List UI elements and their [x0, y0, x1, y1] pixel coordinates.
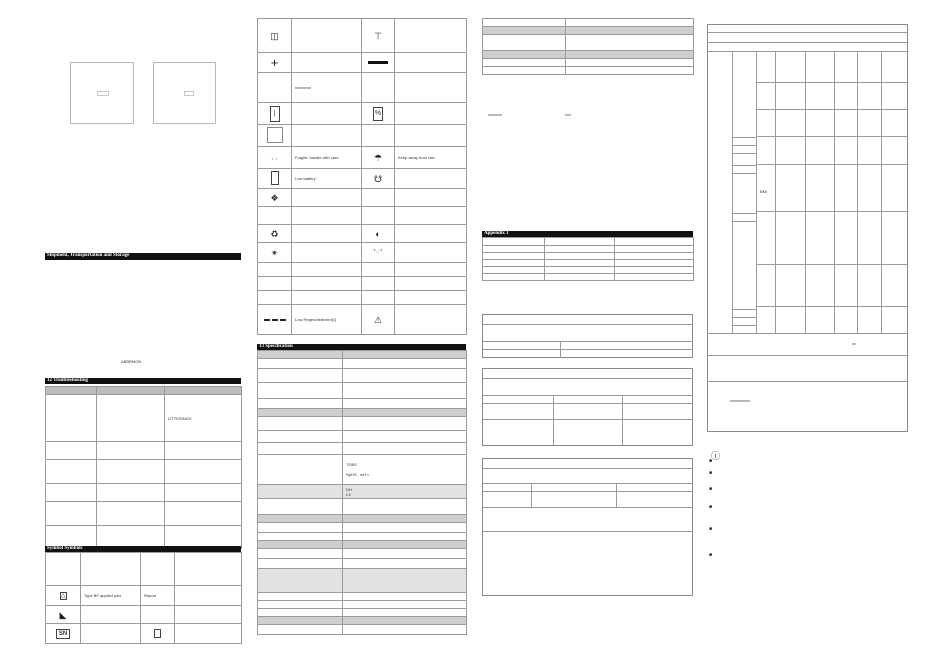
section-troubleshooting-heading: 12 Troubleshooting: [45, 378, 241, 384]
low-regen-label: Low Regen/detected[1]: [292, 305, 362, 335]
check-icon: ■: [709, 552, 713, 558]
usb-icon: ⊤: [374, 30, 382, 41]
sn-box-icon: SN: [56, 629, 70, 639]
small-label-b: xxx: [565, 112, 571, 117]
bmi-side-label: BMI: [760, 189, 768, 194]
symbols-table-col1: [45, 552, 242, 644]
spec-note-3: DH: [346, 486, 352, 492]
form-box-1: [482, 314, 693, 358]
square-icon: [267, 127, 283, 143]
appendix-table: [482, 237, 694, 281]
pressure-icon: ☋: [374, 173, 382, 184]
troubleshooting-table: [45, 386, 242, 549]
dashes-icon: [264, 319, 286, 321]
manual-icon: [154, 629, 161, 638]
check-icon: ■: [709, 458, 713, 464]
check-icon: ■: [709, 486, 713, 492]
humidity-icon: %: [373, 107, 383, 121]
umbrella-icon: ☂: [373, 152, 383, 163]
device-image-right: [153, 62, 216, 124]
top-table-col3: [482, 18, 694, 75]
column-4: [705, 0, 950, 660]
thermometer-icon: ∣: [270, 106, 280, 122]
power-icon: ◐: [375, 228, 381, 239]
bluetooth-icon: ✴: [270, 247, 279, 258]
legend-row: [711, 446, 720, 464]
spec-note-2: NpHS , mH L: [346, 472, 370, 477]
check-icon: ■: [709, 526, 713, 532]
network-icon: ❖: [270, 192, 279, 203]
warning-circle-icon: ⓘ: [711, 451, 721, 461]
spec-note-4: LX: [346, 491, 351, 497]
type-bf-label: Type BF applied part: [81, 586, 141, 606]
symbols-table-col2: [257, 18, 467, 335]
recycle-icon: ♻: [270, 228, 279, 239]
report-label: Report: [141, 586, 175, 606]
dc-bar-icon: [368, 61, 388, 64]
check-icon: ■: [709, 470, 713, 476]
small-caption: ABBRMOB: [121, 359, 142, 364]
fragile-label: Fragile; handle with care: [292, 147, 362, 169]
specification-table: [257, 350, 467, 635]
factory-icon: ◣: [59, 609, 67, 620]
symbol-text-3: xxxxxxxx: [292, 73, 362, 103]
caption-b: xxxxxxxxxx: [730, 398, 750, 403]
section-shipment-heading: Shipment, Transportation and Storage: [45, 253, 241, 260]
column-1: [0, 0, 245, 660]
person-icon: △: [60, 592, 66, 599]
section-specification-heading: 13 Specification: [257, 344, 466, 350]
device-image-left: [70, 62, 134, 124]
low-battery-label: Low battery: [292, 169, 362, 189]
no-recycle-icon: ⚠: [373, 314, 383, 325]
plus-icon: +: [270, 54, 279, 70]
large-form-table: [707, 24, 908, 432]
section-appendix-heading: Appendix 1: [482, 231, 693, 237]
check-icon: ■: [709, 504, 713, 510]
caption-a: xx: [852, 341, 856, 346]
column-2: [245, 0, 475, 660]
weee-bin-icon: ◫: [270, 30, 279, 41]
atmospheric-icon: ⌜◌⌝: [373, 249, 383, 256]
spec-note-1: TGBS: [346, 462, 357, 467]
troubleshooting-note: LITTERINGS: [168, 415, 192, 421]
keep-dry-label: Keep away from rain: [395, 147, 467, 169]
small-label-a: xxxxxxx: [488, 112, 502, 117]
form-box-2: [482, 368, 693, 446]
column-3: [475, 0, 705, 660]
battery-icon: [271, 171, 279, 185]
fragile-icon: ⌞ ⌟: [271, 154, 278, 161]
section-symbols-heading: Symbol Symbols: [45, 546, 241, 552]
form-box-3: [482, 458, 693, 596]
